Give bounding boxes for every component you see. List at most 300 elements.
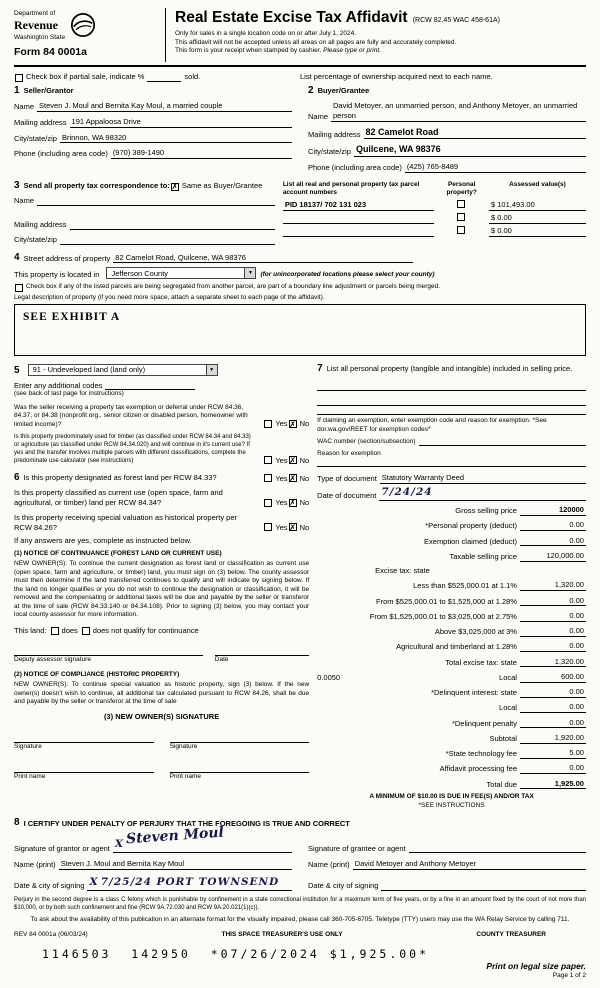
deputy-date-field[interactable] [215, 643, 309, 656]
processing-fee-label: Affidavit processing fee [439, 764, 517, 774]
grantor-signature-value: Steven Moul [125, 824, 225, 848]
delinquent-local-row [317, 702, 586, 713]
exemption-question-row [14, 404, 309, 429]
yes-checkbox[interactable] [264, 420, 272, 428]
tax-rate-field[interactable] [520, 641, 586, 652]
taxable-price-row [317, 551, 586, 562]
total-state-row [317, 657, 586, 668]
no-checkbox[interactable] [289, 499, 297, 507]
delinquent-penalty-label: *Delinquent penalty [451, 718, 517, 728]
new-owner-printname-field[interactable] [14, 760, 154, 773]
seller-name-label: Name [14, 102, 35, 112]
land-use-code-select[interactable] [28, 364, 218, 376]
seller-heading: Seller/Grantor [23, 86, 74, 96]
total-state-label: Total excise tax: state [445, 657, 517, 667]
no-checkbox[interactable] [289, 474, 297, 482]
section-5-number: 5 [14, 365, 20, 377]
county-note: (for unincorporated locations please select your county) [260, 271, 435, 279]
total-state-field[interactable] [520, 657, 586, 668]
new-owner-signature-1 [14, 730, 154, 751]
grantee-datecity-block [300, 881, 586, 891]
parcel-row [283, 213, 586, 224]
sold-suffix: sold. [184, 72, 201, 82]
same-as-buyer-label: Same as Buyer/Grantee [181, 180, 263, 190]
tax-rate-label: From $1,525,000.01 to $3,025,000 at 2.75% [369, 611, 517, 621]
new-owner-signature-field[interactable] [170, 730, 310, 743]
buyer-phone-value: (425) 765-8489 [406, 161, 459, 171]
middle-columns [14, 364, 586, 810]
grantee-printname-field[interactable] [353, 859, 586, 870]
parcel-table [283, 181, 586, 237]
header-note-2: This affidavit will not be accepted unless all areas on all pages are fully and accurately completed. [175, 38, 457, 46]
parcel-number-field[interactable] [283, 226, 435, 237]
document-type-field[interactable] [380, 473, 586, 484]
dor-logo-block [14, 10, 159, 42]
correspondence-heading: Send all property tax correspondence to: [23, 180, 170, 190]
subtotal-field[interactable] [520, 733, 586, 744]
new-owner-printname-field[interactable] [170, 760, 310, 773]
delinquent-penalty-field[interactable] [520, 718, 586, 729]
seller-name-value: Steven J. Moul and Bernita Kay Moul, a married couple [39, 101, 223, 111]
personal-property-cell [434, 213, 489, 224]
section3-row [14, 181, 586, 245]
subtotal-label: Subtotal [489, 733, 517, 743]
total-due-label: Total due [486, 779, 517, 789]
date-city-row [14, 876, 586, 891]
parcel-number-field[interactable] [283, 200, 435, 211]
personal-property-heading-row [317, 364, 586, 374]
dor-logo-icon [70, 12, 96, 41]
buyer-section [300, 86, 586, 173]
forest-land-question-text: Is this property designated as forest land per RCW 84.33? [23, 473, 217, 483]
tax-rate-row [317, 596, 586, 607]
buyer-name-label: Name [308, 111, 329, 121]
document-date-field[interactable] [379, 486, 586, 501]
certify-statement: I CERTIFY UNDER PENALTY OF PERJURY THAT THE FOREGOING IS TRUE AND CORRECT [23, 818, 350, 828]
partial-sale-percent-field[interactable] [147, 72, 181, 82]
deputy-assessor-signature-field[interactable] [14, 643, 203, 656]
no-checkbox[interactable] [289, 420, 297, 428]
correspondence-city-field[interactable] [60, 235, 275, 245]
correspondence-name-row [14, 196, 275, 206]
personal-property-checkbox[interactable] [457, 200, 465, 208]
treasurer-space-label: THIS SPACE TREASURER'S USE ONLY [221, 930, 343, 938]
dept-name: Revenue [14, 18, 58, 33]
rev-number: REV 84 0001a (06/03/24) [14, 930, 88, 938]
parcel-column-header: List all real and personal property tax parcel account numbers [282, 180, 420, 197]
reason-label: Reason for exemption [317, 449, 381, 457]
buyer-phone-label: Phone (including area code) [308, 162, 402, 172]
seller-mailing-field[interactable] [70, 117, 292, 128]
grantee-signature-field[interactable] [409, 843, 586, 853]
personal-property-checkbox[interactable] [457, 226, 465, 234]
taxable-price-field[interactable] [520, 551, 586, 562]
partial-sale-checkbox[interactable] [15, 74, 23, 82]
yes-checkbox[interactable] [264, 456, 272, 464]
forest-land-question-row [14, 473, 309, 483]
current-use-question: Is this property classified as current use (open space, farm and agricultural, or timber) land per RCW 84.34? [14, 488, 223, 508]
current-use-question-row [14, 488, 309, 508]
parcel-number-field[interactable] [283, 213, 435, 224]
processing-fee-value: 0.00 [569, 763, 584, 773]
wac-number-row [317, 436, 586, 446]
gross-price-label: Gross selling price [455, 506, 517, 516]
tax-rate-field[interactable] [520, 596, 586, 607]
dept-sub: Washington State [14, 34, 66, 42]
delinquent-local-field[interactable] [520, 702, 586, 713]
document-type-value: Statutory Warranty Deed [381, 473, 465, 483]
located-in-label: This property is located in [14, 269, 100, 279]
no-checkbox[interactable] [289, 523, 297, 531]
county-row [14, 267, 586, 279]
header-note-3 [175, 47, 586, 55]
local-tax-row [317, 672, 586, 683]
grantor-printname-label: Name (print) [14, 860, 56, 870]
street-address-field[interactable] [113, 253, 413, 264]
grantor-datecity-label: Date & city of signing [14, 881, 85, 891]
if-yes-instruction: If any answers are yes, complete as instructed below. [14, 536, 192, 546]
signature-row [14, 824, 586, 853]
parcel-row [283, 226, 586, 237]
buyer-city-label: City/state/zip [308, 147, 351, 157]
subtotal-row [317, 733, 586, 744]
grantor-printname-field[interactable] [59, 859, 292, 870]
print-name-row [14, 859, 586, 870]
bottom-right-notes [486, 961, 586, 980]
grantee-printname-value: David Metoyer and Anthony Metoyer [354, 859, 477, 869]
seller-name-row [14, 101, 292, 112]
buyer-name-field[interactable] [331, 101, 586, 122]
new-owner-printname-2 [170, 760, 310, 781]
personal-property-checkbox[interactable] [457, 213, 465, 221]
no-checkbox[interactable] [289, 456, 297, 464]
tax-rate-row [317, 626, 586, 637]
total-due-field[interactable] [520, 779, 586, 790]
grantee-datecity-label: Date & city of signing [308, 881, 379, 891]
local-tax-label: Local [499, 672, 517, 682]
grantee-datecity-field[interactable] [381, 881, 586, 891]
personal-deduct-row [317, 520, 586, 531]
excise-tax-header: Excise tax: state [375, 566, 430, 576]
personal-property-heading: List all personal property (tangible and intangible) included in selling price. [326, 364, 573, 374]
notice-compliance-title: (2) NOTICE OF COMPLIANCE (HISTORIC PROPERTY) [14, 670, 180, 678]
processing-fee-field[interactable] [520, 763, 586, 774]
buyer-mailing-value: 82 Camelot Road [365, 126, 439, 137]
section-6-number: 6 [14, 472, 20, 484]
grantor-datecity-value: 7/25/24 PORT TOWNSEND [100, 876, 280, 889]
tax-rate-field[interactable] [520, 626, 586, 637]
delinquent-penalty-value: 0.00 [569, 717, 584, 727]
county-select[interactable] [106, 267, 256, 279]
yes-checkbox[interactable] [264, 474, 272, 482]
correspondence-name-label: Name [14, 195, 35, 205]
document-type-row [317, 473, 586, 484]
grantor-datecity-field[interactable] [87, 876, 292, 891]
segregated-row [14, 283, 586, 291]
buyer-name-value: David Metoyer, an unmarried person, and Anthony Metoyer, an unmarried person [333, 101, 578, 120]
segregated-label: Check box if any of the listed parcels are being segregated from another parcel, are part of a boundary line adjustment or parcels being merged. [26, 283, 441, 291]
additional-codes-label: Enter any additional codes [14, 380, 103, 390]
document-date-row [317, 486, 586, 501]
correspondence-city-row [14, 235, 275, 245]
yes-no-group [263, 419, 309, 429]
certification-section [14, 818, 586, 891]
personal-property-cell [434, 226, 489, 237]
delinquent-local-value: 0.00 [569, 702, 584, 712]
new-owner-printname-1 [14, 760, 154, 781]
excise-tax-header-row [317, 566, 586, 576]
assessed-value-field[interactable] [489, 200, 586, 211]
total-due-value: 1,925.00 [554, 778, 584, 788]
seller-mailing-value: 191 Appaloosa Drive [71, 116, 141, 126]
seller-city-row [14, 133, 292, 144]
new-owner-signature-row [14, 730, 309, 751]
check-mark: ✗ [289, 473, 296, 483]
treasurer-stamp: 1146503 142950 *07/26/2024 $1,925.00* [42, 947, 430, 962]
forest-land-question [14, 473, 259, 483]
form-number: Form 84 0001a [14, 46, 87, 59]
header-note-3a: This form is your receipt when stamped by cashier. [175, 47, 322, 55]
tax-rate-value: 1,320.00 [554, 580, 584, 590]
print-name-label: Print name [14, 772, 46, 780]
timber-question: Is this property predominately used for timber (as classified under RCW 84.34 and 84.33) or agriculture (as classified under RCW 84.34.020) and will continue in it's current use? If yes and the transfer involves multiple parcels with different classifications, complete the predominate use calculator (see instructions) [14, 434, 251, 464]
local-tax-field[interactable] [520, 672, 586, 683]
buyer-mailing-row [308, 127, 586, 140]
does-checkbox[interactable] [51, 627, 59, 635]
assessed-value: $ 0.00 [490, 225, 512, 235]
tech-fee-field[interactable] [520, 748, 586, 759]
historic-question-row [14, 513, 309, 533]
tax-rate-row [317, 611, 586, 622]
assessed-value-field[interactable] [489, 226, 586, 237]
tax-rate-label: Less than $525,000.01 at 1.1% [413, 581, 517, 591]
tech-fee-label: *State technology fee [445, 749, 517, 759]
partial-sale-row [14, 72, 586, 82]
grantor-x-mark: X [114, 838, 125, 851]
parcel-number-value: PID 18137/ 702 131 023 [284, 199, 367, 209]
assessed-value: $ 101,493.00 [490, 199, 535, 209]
delinquent-interest-row [317, 687, 586, 698]
assessed-value-column-header: Assessed value(s) [509, 180, 566, 188]
ownership-percentage-note: List percentage of ownership acquired next to each name. [300, 72, 493, 82]
local-rate-value: 0.0050 [317, 672, 341, 682]
check-mark: ✗ [289, 498, 296, 508]
taxable-price-label: Taxable selling price [449, 551, 517, 561]
check-mark: ✗ [171, 182, 179, 192]
seller-section [14, 86, 300, 159]
header-note-3b: Please type or print. [323, 47, 381, 55]
yes-no-group [263, 498, 309, 508]
street-address-label: Street address of property [23, 253, 111, 263]
signature-label: Signature [169, 743, 198, 751]
correspondence-mailing-field[interactable] [70, 220, 275, 230]
tax-rate-field[interactable] [520, 611, 586, 622]
seller-phone-label: Phone (including area code) [14, 149, 108, 159]
exemption-deduct-label: Exemption claimed (deduct) [424, 536, 517, 546]
assessed-value-field[interactable] [489, 213, 586, 224]
exemption-deduct-row [317, 536, 586, 547]
reason-field[interactable] [384, 448, 586, 458]
header-note-1: Only for sales in a single location code on or after July 1, 2024. [175, 30, 357, 38]
yes-label: Yes [275, 473, 288, 483]
tax-rate-label: Above $3,025,000 at 3% [434, 627, 517, 637]
no-label: No [299, 419, 310, 429]
tax-rate-value: 0.00 [569, 610, 584, 620]
print-name-label: Print name [169, 772, 202, 780]
yes-no-group [263, 474, 309, 484]
partial-sale-label: Check box if partial sale, indicate % [26, 72, 145, 82]
no-label: No [299, 473, 310, 483]
personal-property-column-header: Personal property? [446, 180, 477, 197]
minimum-due-note: A MINIMUM OF $10.00 IS DUE IN FEE(S) AND/OR TAX [369, 793, 534, 801]
header-rule [14, 65, 586, 67]
total-state-value: 1,320.00 [554, 656, 584, 666]
additional-codes-field[interactable] [105, 380, 195, 390]
agency-block [14, 8, 166, 62]
page-title: Real Estate Excise Tax Affidavit [175, 9, 408, 26]
correspondence-city-label: City/state/zip [14, 234, 57, 244]
tax-rate-value: 0.00 [569, 595, 584, 605]
check-mark: ✗ [289, 419, 296, 429]
tax-rate-value: 0.00 [569, 641, 584, 651]
property-section [14, 253, 586, 357]
delinquent-interest-value: 0.00 [569, 687, 584, 697]
correspondence-heading-row [14, 181, 275, 191]
gross-price-row [317, 505, 586, 516]
additional-codes-note: (see back of last page for instructions) [14, 390, 124, 398]
legal-description-box[interactable] [14, 304, 586, 356]
seller-phone-value: (970) 389-1490 [112, 148, 165, 158]
correspondence-mailing-row [14, 220, 275, 230]
grantor-printname-block [14, 859, 300, 870]
seller-phone-field[interactable] [111, 148, 292, 159]
gross-price-value: 120000 [558, 505, 584, 515]
delinquent-interest-field[interactable] [520, 687, 586, 698]
does-not-checkbox[interactable] [82, 627, 90, 635]
new-owners-signature-title: (3) NEW OWNER(S) SIGNATURE [103, 712, 220, 722]
historic-question: Is this property receiving special valuation as historical property per RCW 84.26? [14, 512, 238, 532]
title-line [175, 8, 586, 28]
document-type-label: Type of document [317, 474, 377, 484]
delinquent-penalty-row [317, 718, 586, 729]
new-owner-signature-2 [170, 730, 310, 751]
yes-no-group [263, 523, 309, 533]
personal-property-field-1[interactable] [317, 378, 586, 391]
treasurer-row [14, 931, 586, 939]
no-label: No [299, 455, 310, 465]
grantee-signature-label: Signature of grantee or agent [308, 843, 406, 853]
tax-rate-field[interactable] [520, 580, 586, 591]
correspondence-name-field[interactable] [37, 196, 275, 206]
legal-paper-note: Print on legal size paper. [486, 960, 586, 971]
page-indicator: Page 1 of 2 [552, 971, 586, 979]
buyer-mailing-label: Mailing address [308, 129, 361, 139]
yes-checkbox[interactable] [264, 523, 272, 531]
deputy-date-label: Date [214, 656, 229, 664]
gross-price-field[interactable] [520, 505, 586, 516]
personal-deduct-label: *Personal property (deduct) [425, 521, 517, 531]
buyer-phone-field[interactable] [405, 162, 586, 173]
subtotal-value: 1,920.00 [554, 732, 584, 742]
section-1-number: 1 [14, 85, 20, 97]
tax-rate-label: Agricultural and timberland at 1.28% [396, 642, 517, 652]
yes-label: Yes [275, 498, 288, 508]
document-date-label: Date of document [317, 490, 377, 500]
buyer-heading: Buyer/Grantee [317, 86, 370, 96]
grantor-datecity-x-mark: X [89, 876, 99, 889]
new-owner-printname-row [14, 760, 309, 781]
land-use-code-value: 91 - Undeveloped land (land only) [32, 365, 146, 375]
taxable-price-value: 120,000.00 [546, 550, 584, 560]
check-mark: ✗ [289, 455, 296, 465]
same-as-buyer-checkbox[interactable] [171, 183, 179, 191]
grantor-signature-field[interactable] [113, 824, 292, 853]
section-2-number: 2 [308, 85, 314, 97]
total-due-row [317, 779, 586, 790]
segregated-checkbox[interactable] [15, 284, 23, 292]
tax-rate-row [317, 580, 586, 591]
grantor-printname-value: Steven J. Moul and Bernita Kay Moul [60, 859, 185, 869]
grantor-signature-label: Signature of grantor or agent [14, 843, 110, 853]
yes-label: Yes [275, 522, 288, 532]
buyer-mailing-field[interactable] [364, 127, 586, 140]
legal-description-value: SEE EXHIBIT A [23, 311, 121, 324]
buyer-city-field[interactable] [354, 144, 586, 157]
grantor-signature-block [14, 824, 300, 853]
deputy-assessor-label: Deputy assessor signature [14, 656, 91, 664]
seller-city-field[interactable] [60, 133, 292, 144]
exemption-deduct-field[interactable] [520, 536, 586, 547]
chevron-down-icon: ▼ [206, 365, 217, 375]
partial-sale-left [14, 72, 300, 82]
certify-heading-row [14, 818, 586, 828]
tax-rate-value: 0.00 [569, 626, 584, 636]
parties-row [14, 86, 586, 173]
rcw-reference: (RCW 82.45 WAC 458-61A) [412, 17, 500, 24]
section-4-number: 4 [14, 252, 20, 264]
land-use-row [14, 364, 309, 376]
title-block [166, 8, 586, 62]
seller-mailing-label: Mailing address [14, 117, 67, 127]
dept-text [14, 10, 65, 42]
section-7-number: 7 [317, 363, 323, 375]
personal-property-field-2[interactable] [317, 393, 586, 406]
personal-property-cell [434, 200, 489, 211]
chevron-down-icon: ▼ [244, 268, 255, 278]
yes-label: Yes [275, 419, 288, 429]
street-address-row [14, 253, 586, 264]
buyer-heading-row [308, 86, 586, 96]
tax-rate-row [317, 641, 586, 652]
wac-number-field[interactable] [419, 436, 586, 446]
does-label: does [61, 625, 78, 635]
left-column [14, 364, 317, 781]
parcel-row [283, 200, 586, 211]
right-column [317, 364, 586, 810]
this-land-label: This land: [14, 625, 47, 635]
exemption-code-note: If claiming an exemption, enter exemption code and reason for exemption. *See dor.wa.gov/REET for exemption codes* [317, 414, 586, 434]
seller-name-field[interactable] [37, 101, 292, 112]
grantor-datecity-block [14, 876, 300, 891]
yes-checkbox[interactable] [264, 499, 272, 507]
personal-deduct-field[interactable] [520, 520, 586, 531]
personal-deduct-value: 0.00 [569, 520, 584, 530]
yes-label: Yes [275, 455, 288, 465]
new-owner-signature-field[interactable] [14, 730, 154, 743]
no-label: No [299, 498, 310, 508]
section-3-number: 3 [14, 179, 20, 191]
exemption-question: Was the seller receiving a property tax exemption or deferral under RCW 84.36, 84.37, or 84.38 (nonprofit org., senior citizen or disabled person, homeowner with limited income)? [14, 403, 248, 428]
